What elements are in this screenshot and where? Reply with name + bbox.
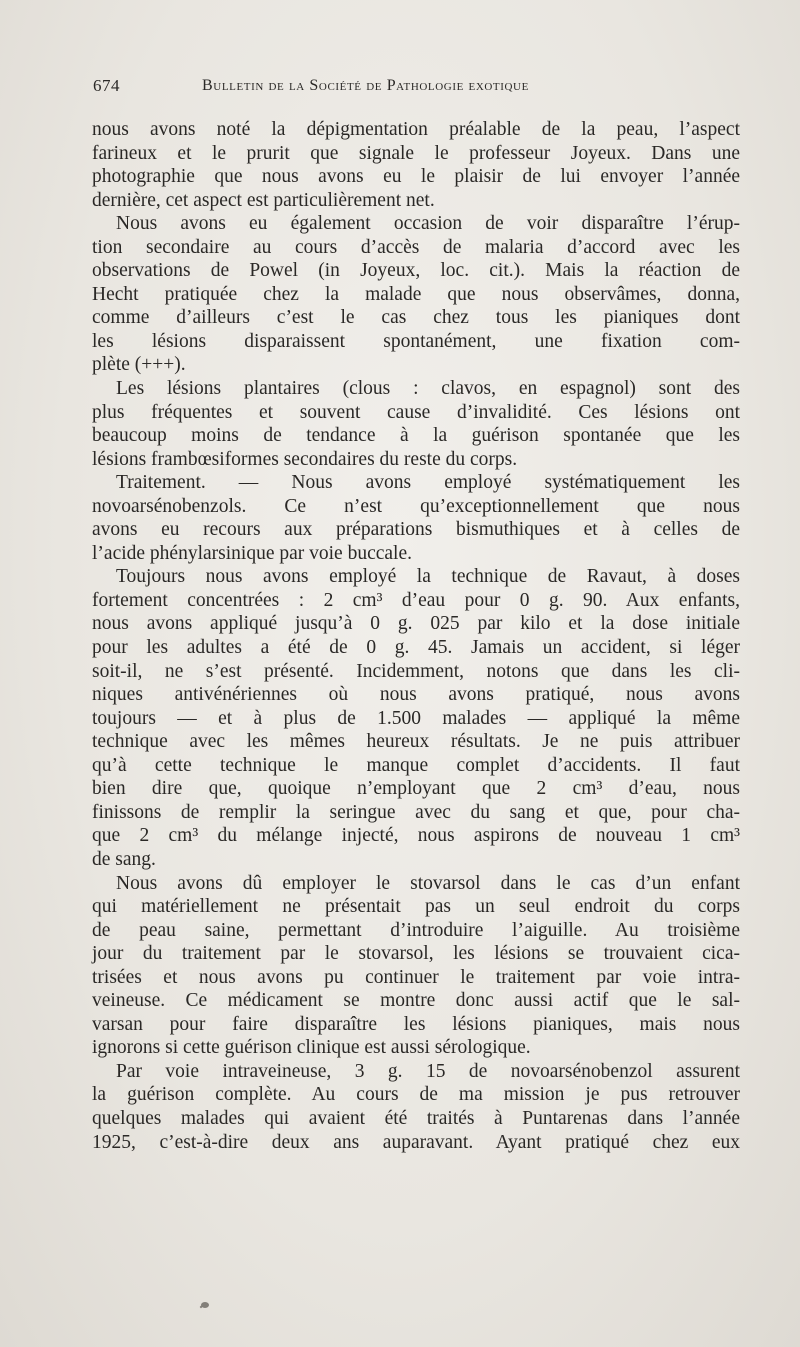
text-line: plus fréquentes et souvent cause d’invalidité. Ces lésions ont [92, 401, 740, 423]
ink-blot-mark [198, 1300, 212, 1310]
text-line: Toujours nous avons employé la technique de Ravaut, à doses [116, 566, 740, 588]
text-line: de sang. [92, 848, 156, 870]
text-line: avons eu recours aux préparations bismuthiques et à celles de [92, 519, 740, 541]
text-line: qu’à cette technique le manque complet d’accidents. Il faut [92, 754, 740, 776]
text-line: Traitement. — Nous avons employé systématiquement les [116, 472, 740, 494]
text-line: tion secondaire au cours d’accès de malaria d’accord avec les [92, 236, 740, 258]
text-line: observations de Powel (in Joyeux, loc. cit.). Mais la réaction de [92, 260, 740, 282]
text-line: Hecht pratiquée chez la malade que nous observâmes, donna, [92, 283, 740, 305]
text-line: Les lésions plantaires (clous : clavos, en espagnol) sont des [116, 378, 740, 400]
text-line: lésions frambœsiformes secondaires du reste du corps. [92, 448, 518, 470]
text-line: fortement concentrées : 2 cm³ d’eau pour 0 g. 90. Aux enfants, [92, 589, 740, 611]
text-line: jour du traitement par le stovarsol, les lésions se trouvaient cica- [92, 943, 740, 965]
text-line: les lésions disparaissent spontanément, une fixation com- [92, 330, 740, 352]
text-line: novoarsénobenzols. Ce n’est qu’exceptionnellement que nous [92, 495, 740, 517]
text-line: que 2 cm³ du mélange injecté, nous aspirons de nouveau 1 cm³ [92, 825, 740, 847]
running-title: Bulletin de la Société de Pathologie exotique [202, 77, 529, 94]
text-line: toujours — et à plus de 1.500 malades — appliqué la même [92, 707, 740, 729]
text-line: technique avec les mêmes heureux résultats. Je ne puis attribuer [92, 731, 740, 753]
text-line: 1925, c’est-à-dire deux ans auparavant. Ayant pratiqué chez eux [92, 1131, 740, 1153]
text-line: trisées et nous avons pu continuer le traitement par voie intra- [92, 966, 740, 988]
page-header [93, 76, 743, 100]
text-line: pour les adultes a été de 0 g. 45. Jamais un accident, si léger [92, 637, 740, 659]
body-text [92, 118, 740, 1154]
text-line: Nous avons eu également occasion de voir disparaître l’érup- [116, 213, 740, 235]
text-line: soit-il, ne s’est présenté. Incidemment, notons que dans les cli- [92, 660, 740, 682]
text-line: niques antivénériennes où nous avons pratiqué, nous avons [92, 684, 740, 706]
text-line: dernière, cet aspect est particulièrement net. [92, 189, 435, 211]
text-line: bien dire que, quoique n’employant que 2 cm³ d’eau, nous [92, 778, 740, 800]
text-line: l’acide phénylarsinique par voie buccale. [92, 542, 412, 564]
text-line: Nous avons dû employer le stovarsol dans le cas d’un enfant [116, 872, 740, 894]
page-number: 674 [93, 76, 120, 95]
text-line: plète (+++). [92, 354, 186, 376]
text-line: photographie que nous avons eu le plaisir de lui envoyer l’année [92, 166, 740, 188]
text-line: nous avons appliqué jusqu’à 0 g. 025 par kilo et la dose initiale [92, 613, 740, 635]
text-line: finissons de remplir la seringue avec du sang et que, pour cha- [92, 801, 740, 823]
text-line: veineuse. Ce médicament se montre donc aussi actif que le sal- [92, 990, 740, 1012]
text-line: nous avons noté la dépigmentation préalable de la peau, l’aspect [92, 119, 740, 140]
text-line: quelques malades qui avaient été traités à Puntarenas dans l’année [92, 1107, 740, 1129]
text-line: ignorons si cette guérison clinique est aussi sérologique. [92, 1037, 531, 1059]
text-line: farineux et le prurit que signale le professeur Joyeux. Dans une [92, 142, 740, 164]
text-line: de peau saine, permettant d’introduire l’aiguille. Au troisième [92, 919, 740, 941]
text-line: Par voie intraveineuse, 3 g. 15 de novoarsénobenzol assurent [116, 1060, 740, 1082]
text-line: varsan pour faire disparaître les lésions pianiques, mais nous [92, 1013, 740, 1035]
text-line: beaucoup moins de tendance à la guérison spontanée que les [92, 425, 740, 447]
text-line: qui matériellement ne présentait pas un seul endroit du corps [92, 896, 740, 918]
text-line: la guérison complète. Au cours de ma mission je pus retrouver [92, 1084, 740, 1106]
text-line: comme d’ailleurs c’est le cas chez tous les pianiques dont [92, 307, 740, 329]
